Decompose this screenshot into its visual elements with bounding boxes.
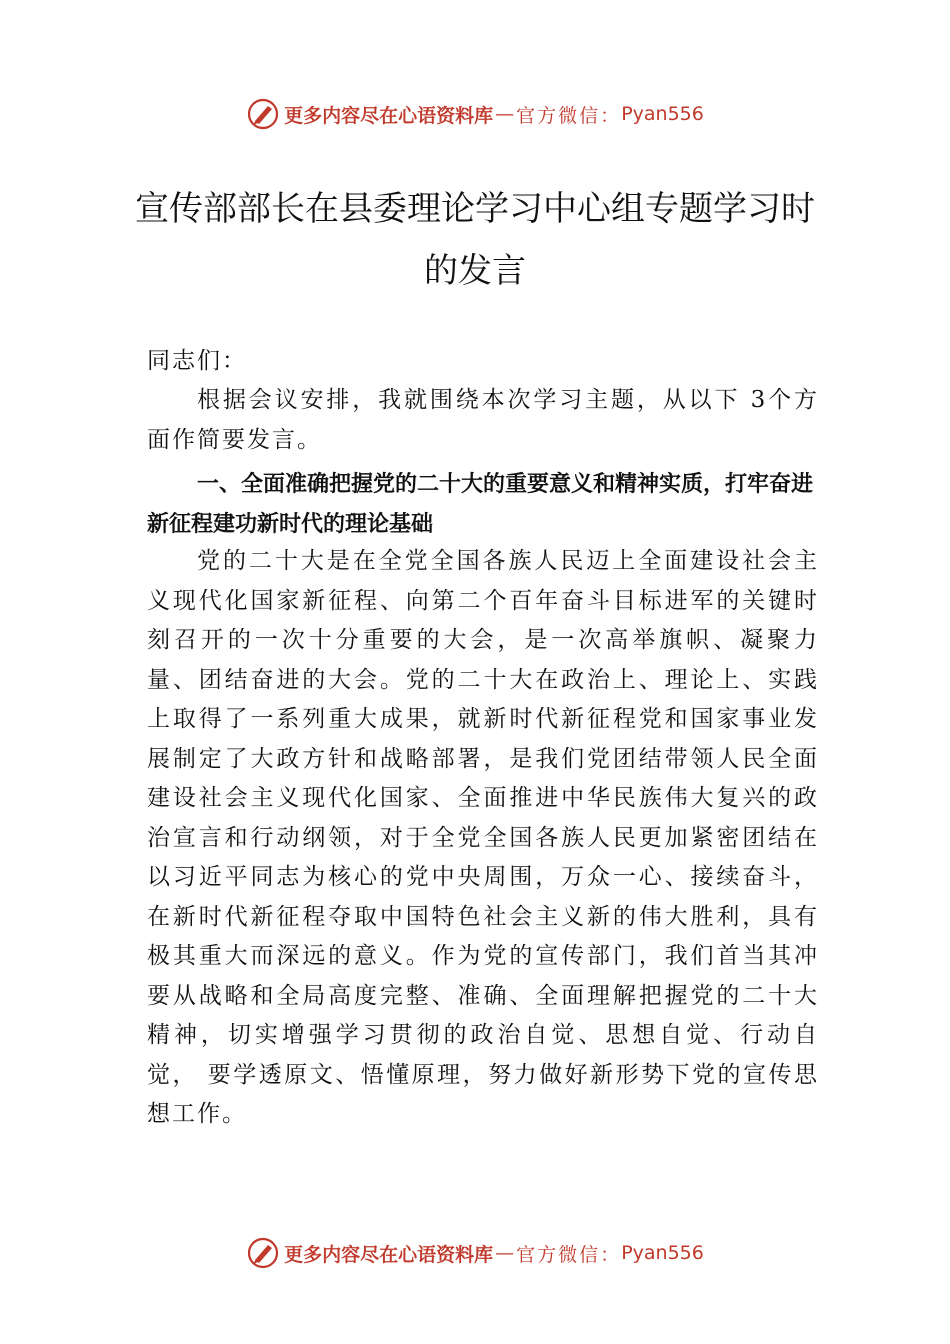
footer-watermark-banner [0,1233,950,1273]
intro-paragraph: 根据会议安排，我就围绕本次学习主题，从以下 3个方面作简要发言。 [147,387,819,453]
header-watermark-banner [0,94,950,134]
salutation: 同志们： [147,348,247,374]
document-title: 宣传部部长在县委理论学习中心组专题学习时的发言 [135,189,815,291]
banner-wechat-id: Pyan556 [621,1242,704,1264]
banner-dash: — [495,1242,515,1264]
banner-brand-text: 更多内容尽在心语资料库 [284,1243,494,1266]
pen-seal-logo-icon [246,1236,280,1270]
banner-wechat-id: Pyan556 [621,103,704,125]
banner-wechat-label: 官方微信： [516,1243,622,1266]
section-1-heading: 一、全面准确把握党的二十大的重要意义和精神实质，打牢奋进新征程建功新时代的理论基础 [147,472,814,537]
banner-brand-text: 更多内容尽在心语资料库 [284,104,494,127]
banner-wechat-label: 官方微信： [516,104,622,127]
pen-seal-logo-icon [246,97,280,131]
section-1-body: 党的二十大是在全党全国各族人民迈上全面建设社会主义现代化国家新征程、向第二个百年奋斗目标进军的关键时刻召开的一次十分重要的大会，是一次高举旗帜、凝聚力量、团结奋进的大会。党的二十大在政治上、理论上、实践上取得了一系列重大成果，就新时代新征程党和国家事业发展制定了大政方针和战略部署，是我们党团结带领人民全面建设社会主义现代化国家、全面推进中华民族伟大复兴的政治宣言和行动纲领，对于全党全国各族人民更加紧密团结在以习近平同志为核心的党中央周围，万众一心、接续奋斗， 在新时代新征程夺取中国特色社会主义新的伟大胜利，具有极其重大而深远的意义。作为党的宣传部门，我们首当其冲要从战略和全局高度完整、准确、全面理解把握党的二十大精神，切实增强学习贯彻的政治自觉、思想自觉、行动自觉， 要学透原文、悟懂原理，努力做好新形势下党的宣传思想工作。 [147,548,819,1127]
banner-dash: — [495,103,515,125]
